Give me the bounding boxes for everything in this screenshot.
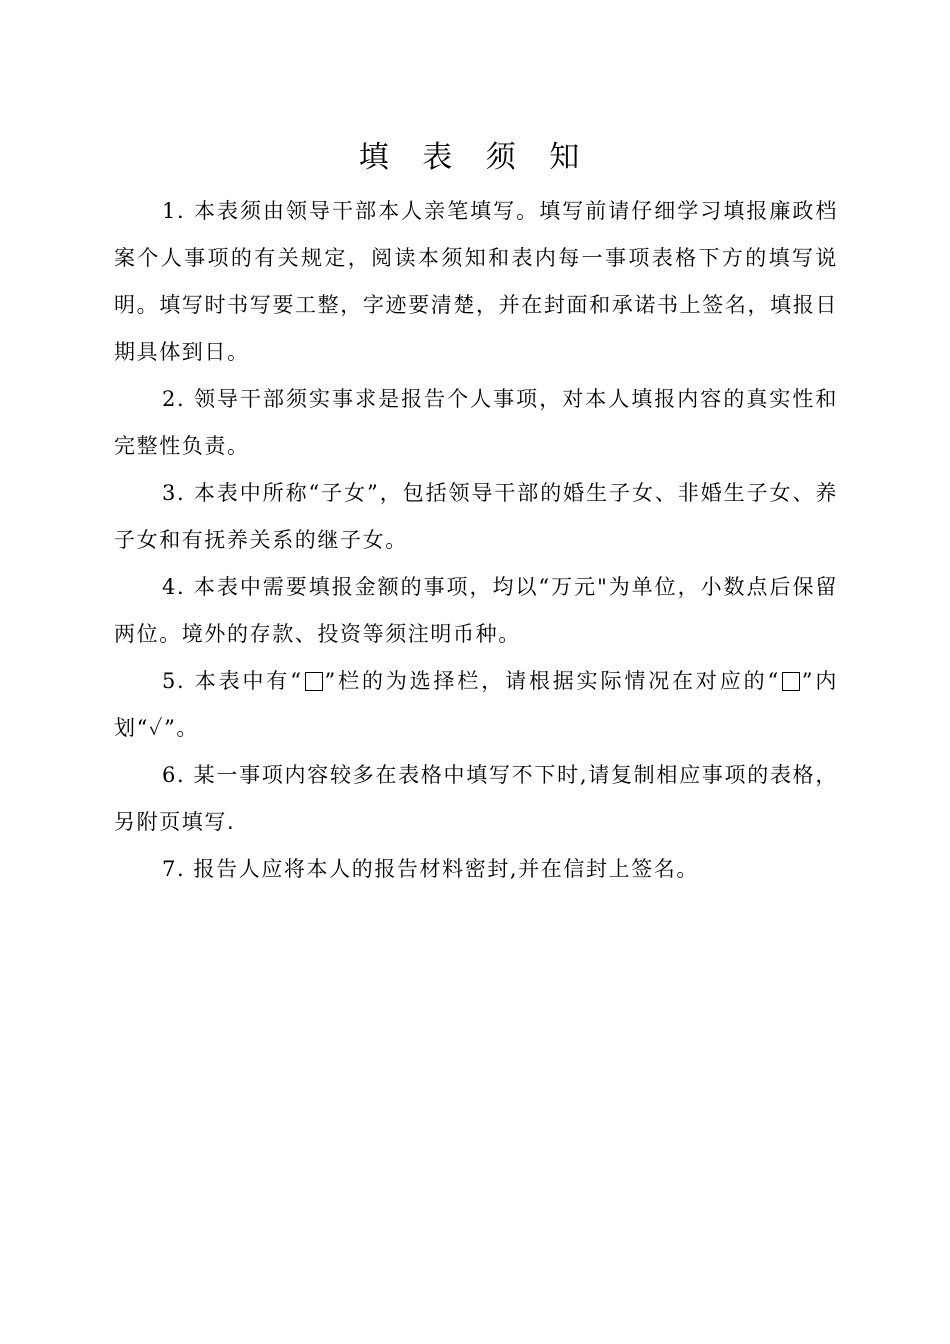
item-emphasis: 万元 [550,575,598,599]
item-number: 5. [162,669,186,693]
checkbox-symbol-icon [782,672,800,691]
item-text: 本表须由领导干部 [193,199,379,223]
item-number: 6. [162,763,186,787]
item-emphasis: 请复制相应事项的表格，另附页填写. [114,763,838,834]
item-text: ”内划“✓”。 [114,669,838,740]
item-number: 2. [162,387,186,411]
item-text: 。 [227,434,250,458]
instructions-body [114,188,838,893]
item-number: 1. [162,199,186,223]
instruction-item-7 [114,846,838,893]
item-text: 本表中需要填报金额的事项，均以“ [193,575,551,599]
item-emphasis: 本人亲笔填写 [378,199,517,223]
item-emphasis: 承诺书上签名 [611,293,748,317]
checkbox-symbol-icon [305,672,323,691]
item-text: 本表中所称“子女”，包括领导干部的婚生子女、非婚生子女、养子女和有抚养关系的继子女。 [114,481,838,552]
instruction-item-4 [114,564,838,658]
item-emphasis: 须注明币种 [385,622,499,646]
instruction-item-1 [114,188,838,376]
item-number: 3. [162,481,186,505]
item-text: 本表中有“ [194,669,303,693]
instruction-item-5 [114,658,838,752]
item-text: ”栏的为选择栏，请根据实际情况在对应的“ [324,669,780,693]
item-text: ，填报日期具体到日。 [114,293,839,364]
page-title: 填 表 须 知 [358,140,592,175]
item-text: 报告人应将本人的报告材料密封,并在信封上签名。 [193,857,700,881]
item-number: 4. [162,575,186,599]
instruction-item-2 [114,376,838,470]
item-text: "为单位，小数点后保留两位。境外的存款、投资等 [114,575,839,646]
instruction-item-6 [114,752,838,846]
item-text: 。填写前请仔细学习填报廉政档案个人事项的有关规定，阅读本须知和表内每一事项表格下方的填写说明。填写时书写要工整，字迹要清楚，并在封面和 [114,199,838,317]
item-text: 某一事项内容较多在表格中填写不下时, [193,763,589,787]
item-number: 7. [162,857,186,881]
item-emphasis: 领导干部须实事求是报告个人事项，对本人填报内容的真实性和完整性负责 [114,387,838,458]
instruction-item-3 [114,470,838,564]
item-text: 。 [498,622,521,646]
